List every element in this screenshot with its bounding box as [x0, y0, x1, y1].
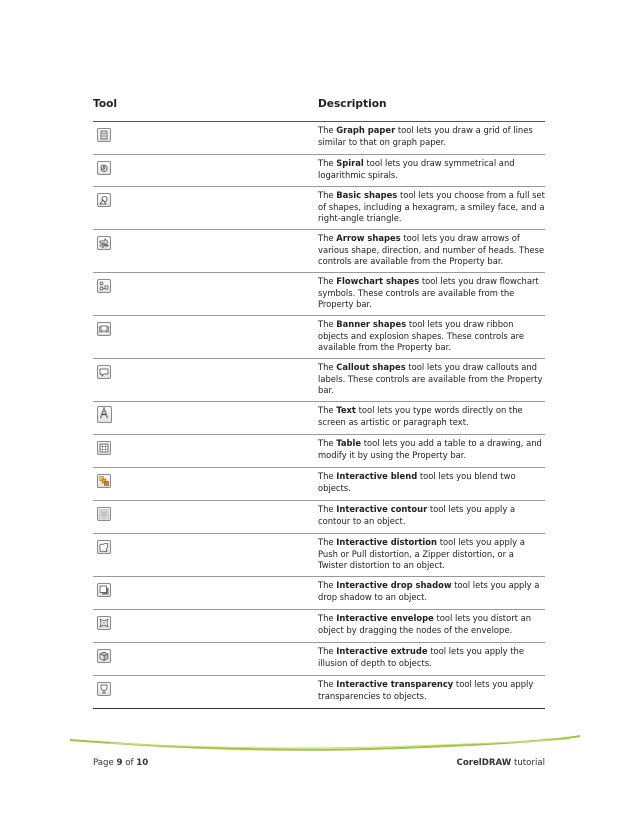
table-row	[93, 676, 545, 709]
interactive-transparency-icon	[97, 682, 111, 696]
table-row	[93, 643, 545, 676]
table-row	[93, 316, 545, 359]
basic-shapes-icon	[97, 193, 111, 207]
row-description: The Interactive extrude tool lets you apply the illusion of depth to objects.	[318, 646, 525, 668]
table-row	[93, 187, 545, 230]
table-row	[93, 468, 545, 501]
interactive-drop-shadow-icon	[97, 583, 111, 597]
row-description: The Interactive drop shadow tool lets you apply a drop shadow to an object.	[318, 580, 540, 602]
interactive-extrude-icon	[97, 649, 111, 663]
table-row	[93, 155, 545, 187]
row-description: The Graph paper tool lets you draw a grid of lines similar to that on graph paper.	[318, 125, 533, 147]
tools-table	[93, 98, 545, 709]
row-description: The Interactive contour tool lets you apply a contour to an object.	[318, 504, 516, 526]
table-row	[93, 610, 545, 643]
header-description: Description	[318, 98, 387, 110]
row-description: The Interactive blend tool lets you blend two objects.	[318, 471, 516, 493]
table-row	[93, 534, 545, 577]
table-row	[93, 359, 545, 402]
table-row	[93, 435, 545, 468]
row-description: The Interactive distortion tool lets you apply a Push or Pull distortion, a Zipper distortion, or a Twister distortion to an object.	[318, 537, 525, 571]
table-header	[93, 98, 545, 122]
table-row	[93, 122, 545, 155]
table-row	[93, 402, 545, 435]
header-tool: Tool	[93, 98, 118, 110]
row-description: The Banner shapes tool lets you draw ribbon objects and explosion shapes. These controls are available from the Property bar.	[318, 319, 525, 353]
document-title: CorelDRAW tutorial	[456, 758, 545, 768]
row-description: The Table tool lets you add a table to a drawing, and modify it by using the Property bar.	[318, 438, 542, 460]
row-description: The Interactive transparency tool lets you apply transparencies to objects.	[318, 679, 534, 701]
row-description: The Text tool lets you type words directly on the screen as artistic or paragraph text.	[318, 405, 523, 427]
footer-accent-line	[70, 734, 580, 758]
table-row	[93, 577, 545, 610]
table-row	[93, 501, 545, 534]
table-row	[93, 273, 545, 316]
row-description: The Flowchart shapes tool lets you draw flowchart symbols. These controls are available from the Property bar.	[318, 276, 539, 310]
row-description: The Callout shapes tool lets you draw callouts and labels. These controls are available from the Property bar.	[318, 362, 543, 396]
table-row	[93, 230, 545, 273]
text-icon	[97, 406, 112, 423]
interactive-blend-icon	[97, 474, 111, 488]
table-icon	[97, 441, 111, 455]
graph-paper-icon	[97, 128, 111, 142]
arrow-shapes-icon	[97, 236, 111, 250]
page-indicator: Page 9 of 10	[93, 758, 149, 768]
row-description: The Basic shapes tool lets you choose from a full set of shapes, including a hexagram, a smiley face, and a right-angle triangle.	[318, 190, 545, 224]
spiral-icon	[97, 161, 111, 175]
row-description: The Arrow shapes tool lets you draw arrows of various shape, direction, and number of heads. These controls are available from the Property bar.	[318, 233, 545, 267]
interactive-contour-icon	[97, 507, 111, 521]
interactive-envelope-icon	[97, 616, 111, 630]
callout-shapes-icon	[97, 365, 111, 379]
banner-shapes-icon	[97, 322, 111, 336]
row-description: The Spiral tool lets you draw symmetrical and logarithmic spirals.	[318, 158, 515, 180]
row-description: The Interactive envelope tool lets you distort an object by dragging the nodes of the envelope.	[318, 613, 532, 635]
interactive-distortion-icon	[97, 540, 111, 554]
flowchart-shapes-icon	[97, 279, 111, 293]
